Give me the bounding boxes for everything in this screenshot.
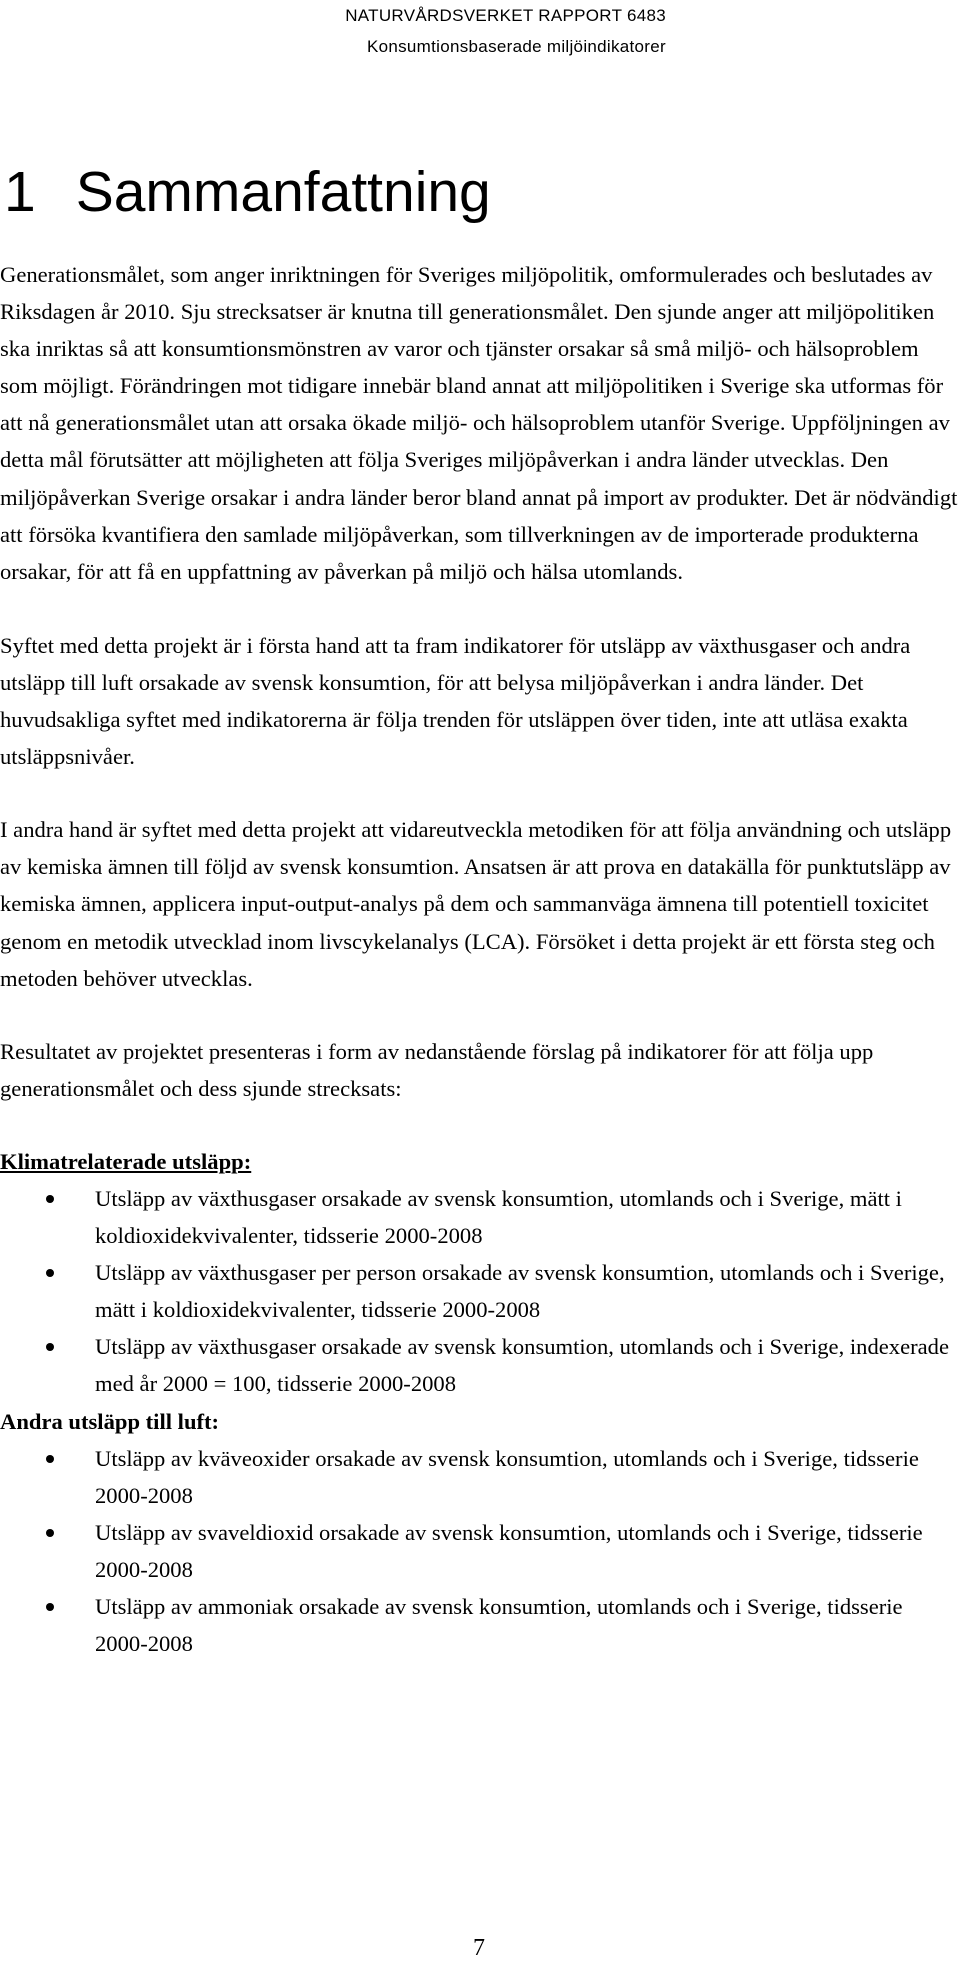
luft-list	[0, 1440, 958, 1663]
paragraph: Resultatet av projektet presenteras i form av nedanstående förslag på indikatorer för att följa upp generationsmålet och dess sjunde strecksats:	[0, 1038, 874, 1101]
list-item-text: Utsläpp av växthusgaser per person orsakade av svensk konsumtion, utomlands och i Sverige, mätt i koldioxidekvivalenter, tidsserie 2000-2008	[95, 1260, 945, 1323]
paragraph: Generationsmålet, som anger inriktningen för Sveriges miljöpolitik, omformulerades och beslutades av Riksdagen år 2010. Sju strecksatser är knutna till generationsmålet. Den sjunde anger att miljöpolitiken ska inriktas så att konsumtionsmönstren av varor och tjänster orsakar så små miljö- och hälsoproblem som möjligt. Förändringen mot tidigare innebär bland annat att miljöpolitiken i Sverige ska utformas för att nå generationsmålet utan att orsaka ökade miljö- och hälsoproblem utanför Sverige. Uppföljningen av detta mål förutsätter att möjligheten att följa Sveriges miljöpåverkan i andra länder utvecklas. Den miljöpåverkan Sverige orsakar i andra länder beror bland annat på import av produkter. Det är nödvändigt att försöka kvantifiera den samlade miljöpåverkan, som tillverkningen av de importerade produkterna orsakar, för att få en uppfattning av påverkan på miljö och hälsa utomlands.	[0, 262, 958, 584]
chapter-number: 1	[4, 160, 36, 224]
list-item-text: Utsläpp av växthusgaser orsakade av svensk konsumtion, utomlands och i Sverige, indexerade med år 2000 = 100, tidsserie 2000-2008	[95, 1334, 949, 1397]
paragraph: Syftet med detta projekt är i första hand att ta fram indikatorer för utsläpp av växthusgaser och andra utsläpp till luft orsakade av svensk konsumtion, för att belysa miljöpåverkan i andra länder. Det huvudsakliga syftet med indikatorerna är följa trenden för utsläppen över tiden, inte att utläsa exakta utsläppsnivåer.	[0, 632, 911, 770]
bullet-icon	[46, 1603, 54, 1611]
list-item-text: Utsläpp av svaveldioxid orsakade av svensk konsumtion, utomlands och i Sverige, tidsserie 2000-2008	[95, 1519, 923, 1582]
list-item	[0, 1514, 958, 1588]
klimat-list	[0, 1180, 958, 1403]
list-item	[0, 1254, 958, 1328]
bullet-icon	[46, 1343, 54, 1351]
report-title: NATURVÅRDSVERKET RAPPORT 6483	[345, 6, 666, 25]
list-item	[0, 1328, 958, 1402]
list-item	[0, 1180, 958, 1254]
list-item-text: Utsläpp av ammoniak orsakade av svensk konsumtion, utomlands och i Sverige, tidsserie 2000-2008	[95, 1594, 903, 1657]
bullet-icon	[46, 1269, 54, 1277]
list-item-text: Utsläpp av kväveoxider orsakade av svensk konsumtion, utomlands och i Sverige, tidsserie 2000-2008	[95, 1445, 919, 1508]
report-subtitle: Konsumtionsbaserade miljöindikatorer	[366, 37, 666, 56]
list-item-text: Utsläpp av växthusgaser orsakade av svensk konsumtion, utomlands och i Sverige, mätt i koldioxidekvivalenter, tidsserie 2000-2008	[95, 1185, 902, 1249]
page-title	[4, 152, 491, 232]
section-heading-luft: Andra utsläpp till luft:	[0, 1408, 220, 1434]
chapter-title: Sammanfattning	[75, 160, 491, 224]
body-content	[0, 256, 958, 1662]
running-header	[345, 0, 666, 62]
section-heading-klimat: Klimatrelaterade utsläpp:	[0, 1148, 252, 1174]
list-item	[0, 1588, 958, 1662]
bullet-icon	[46, 1195, 54, 1203]
bullet-icon	[46, 1455, 54, 1463]
paragraph: I andra hand är syftet med detta projekt att vidareutveckla metodiken för att följa användning och utsläpp av kemiska ämnen till följd av svensk konsumtion. Ansatsen är att prova en datakälla för punktutsläpp av kemiska ämnen, applicera input-output-analys på dem och sammanväga ämnena till potentiell toxicitet genom en metodik utvecklad inom livscykelanalys (LCA). Försöket i detta projekt är ett första steg och metoden behöver utvecklas.	[0, 817, 952, 991]
bullet-icon	[46, 1529, 54, 1537]
page-number: 7	[473, 1935, 485, 1961]
list-item	[0, 1440, 958, 1514]
